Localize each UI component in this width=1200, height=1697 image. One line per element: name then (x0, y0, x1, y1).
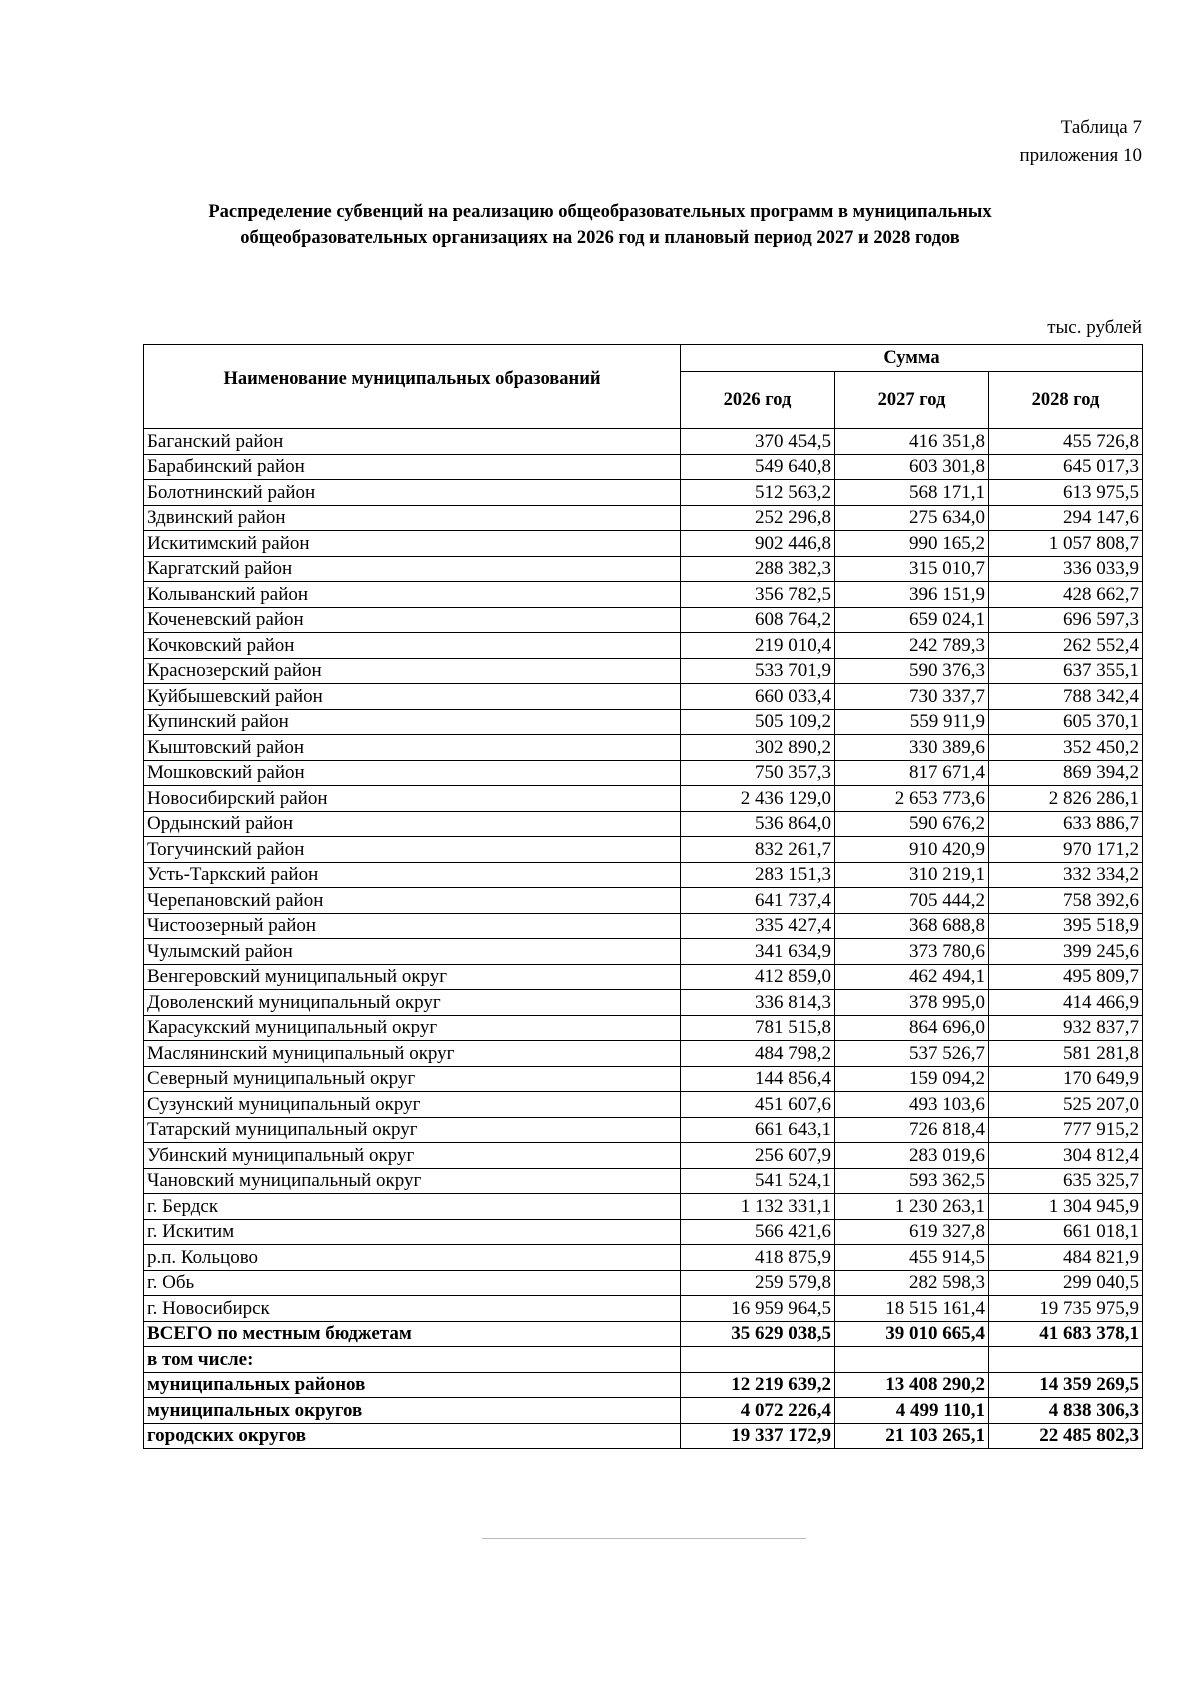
value-2028-cell: 336 033,9 (989, 556, 1143, 582)
value-2026-cell: 533 701,9 (681, 658, 835, 684)
value-2028-cell: 22 485 802,3 (989, 1423, 1143, 1449)
value-2026-cell: 412 859,0 (681, 964, 835, 990)
value-2026-cell: 335 427,4 (681, 913, 835, 939)
value-2027-cell: 2 653 773,6 (835, 786, 989, 812)
value-2028-cell: 262 552,4 (989, 633, 1143, 659)
value-2026-cell: 661 643,1 (681, 1117, 835, 1143)
value-2027-cell: 368 688,8 (835, 913, 989, 939)
table-row (144, 939, 1143, 965)
value-2027-cell: 568 171,1 (835, 480, 989, 506)
document-title (80, 199, 1120, 251)
value-2026-cell: 566 421,6 (681, 1219, 835, 1245)
value-2026-cell: 549 640,8 (681, 454, 835, 480)
value-2027-cell: 817 671,4 (835, 760, 989, 786)
value-2026-cell: 219 010,4 (681, 633, 835, 659)
table-row (144, 862, 1143, 888)
value-2027-cell: 21 103 265,1 (835, 1423, 989, 1449)
municipality-name-cell: Доволенский муниципальный округ (144, 990, 681, 1016)
value-2028-cell: 1 057 808,7 (989, 531, 1143, 557)
table-row (144, 760, 1143, 786)
value-2028-cell: 788 342,4 (989, 684, 1143, 710)
value-2027-cell: 1 230 263,1 (835, 1194, 989, 1220)
value-2026-cell: 35 629 038,5 (681, 1321, 835, 1347)
table-row (144, 505, 1143, 531)
value-2028-cell: 304 812,4 (989, 1143, 1143, 1169)
table-row (144, 1219, 1143, 1245)
municipality-name-cell: Черепановский район (144, 888, 681, 914)
value-2028-cell: 696 597,3 (989, 607, 1143, 633)
table-row (144, 633, 1143, 659)
footer-divider (482, 1538, 806, 1539)
table-row (144, 1194, 1143, 1220)
table-row (144, 1117, 1143, 1143)
table-row (144, 556, 1143, 582)
value-2026-cell: 341 634,9 (681, 939, 835, 965)
value-2028-cell: 41 683 378,1 (989, 1321, 1143, 1347)
value-2028-cell: 428 662,7 (989, 582, 1143, 608)
value-2026-cell: 781 515,8 (681, 1015, 835, 1041)
municipality-name-cell: Болотнинский район (144, 480, 681, 506)
table-row (144, 709, 1143, 735)
value-2028-cell: 758 392,6 (989, 888, 1143, 914)
value-2026-cell: 283 151,3 (681, 862, 835, 888)
table-row (144, 658, 1143, 684)
table-row (144, 786, 1143, 812)
value-2027-cell: 659 024,1 (835, 607, 989, 633)
table-row (144, 1143, 1143, 1169)
value-2026-cell (681, 1347, 835, 1373)
value-2026-cell: 336 814,3 (681, 990, 835, 1016)
municipality-name-cell: ВСЕГО по местным бюджетам (144, 1321, 681, 1347)
municipality-name-cell: Маслянинский муниципальный округ (144, 1041, 681, 1067)
table-row (144, 1347, 1143, 1373)
table-row (144, 684, 1143, 710)
municipality-name-cell: р.п. Кольцово (144, 1245, 681, 1271)
value-2027-cell: 396 151,9 (835, 582, 989, 608)
value-2028-cell: 170 649,9 (989, 1066, 1143, 1092)
municipality-name-cell: Чулымский район (144, 939, 681, 965)
municipality-name-cell: Чановский муниципальный округ (144, 1168, 681, 1194)
value-2028-cell: 605 370,1 (989, 709, 1143, 735)
municipality-name-cell: Новосибирский район (144, 786, 681, 812)
municipality-name-cell: в том числе: (144, 1347, 681, 1373)
value-2026-cell: 750 357,3 (681, 760, 835, 786)
value-2028-cell: 4 838 306,3 (989, 1398, 1143, 1424)
table-row (144, 837, 1143, 863)
value-2028-cell: 613 975,5 (989, 480, 1143, 506)
table-row (144, 888, 1143, 914)
value-2028-cell: 14 359 269,5 (989, 1372, 1143, 1398)
value-2028-cell: 19 735 975,9 (989, 1296, 1143, 1322)
units-label: тыс. рублей (1047, 317, 1142, 338)
value-2026-cell: 832 261,7 (681, 837, 835, 863)
municipality-name-cell: Мошковский район (144, 760, 681, 786)
value-2026-cell: 505 109,2 (681, 709, 835, 735)
value-2026-cell: 19 337 172,9 (681, 1423, 835, 1449)
year-2027-header: 2027 год (835, 372, 989, 429)
value-2027-cell: 13 408 290,2 (835, 1372, 989, 1398)
table-row (144, 1245, 1143, 1271)
municipality-name-cell: муниципальных округов (144, 1398, 681, 1424)
value-2028-cell: 635 325,7 (989, 1168, 1143, 1194)
title-line-1: Распределение субвенций на реализацию общеобразовательных программ в муниципальных (208, 202, 992, 222)
value-2028-cell: 484 821,9 (989, 1245, 1143, 1271)
value-2028-cell: 581 281,8 (989, 1041, 1143, 1067)
municipality-name-cell: г. Искитим (144, 1219, 681, 1245)
value-2027-cell: 310 219,1 (835, 862, 989, 888)
value-2028-cell: 352 450,2 (989, 735, 1143, 761)
table-row (144, 480, 1143, 506)
municipality-name-cell: Купинский район (144, 709, 681, 735)
municipality-name-cell: Чистоозерный район (144, 913, 681, 939)
municipality-name-cell: г. Обь (144, 1270, 681, 1296)
municipality-name-cell: г. Бердск (144, 1194, 681, 1220)
municipality-name-cell: Краснозерский район (144, 658, 681, 684)
municipality-name-cell: г. Новосибирск (144, 1296, 681, 1322)
table-body (144, 429, 1143, 1449)
value-2026-cell: 252 296,8 (681, 505, 835, 531)
value-2027-cell: 559 911,9 (835, 709, 989, 735)
municipality-name-cell: Коченевский район (144, 607, 681, 633)
municipality-name-cell: Колыванский район (144, 582, 681, 608)
value-2027-cell: 275 634,0 (835, 505, 989, 531)
value-2028-cell: 970 171,2 (989, 837, 1143, 863)
value-2028-cell: 869 394,2 (989, 760, 1143, 786)
value-2027-cell: 864 696,0 (835, 1015, 989, 1041)
value-2027-cell: 590 676,2 (835, 811, 989, 837)
municipality-name-cell: муниципальных районов (144, 1372, 681, 1398)
value-2026-cell: 259 579,8 (681, 1270, 835, 1296)
table-row (144, 1168, 1143, 1194)
value-2027-cell: 619 327,8 (835, 1219, 989, 1245)
value-2028-cell: 495 809,7 (989, 964, 1143, 990)
value-2027-cell: 159 094,2 (835, 1066, 989, 1092)
municipality-name-cell: Северный муниципальный округ (144, 1066, 681, 1092)
value-2026-cell: 484 798,2 (681, 1041, 835, 1067)
value-2027-cell: 493 103,6 (835, 1092, 989, 1118)
table-row (144, 1015, 1143, 1041)
municipality-name-cell: Усть-Таркский район (144, 862, 681, 888)
table-row (144, 1321, 1143, 1347)
municipality-name-cell: Барабинский район (144, 454, 681, 480)
table-number-label: Таблица 7 (1060, 117, 1142, 138)
value-2028-cell: 399 245,6 (989, 939, 1143, 965)
value-2026-cell: 256 607,9 (681, 1143, 835, 1169)
value-2026-cell: 12 219 639,2 (681, 1372, 835, 1398)
municipality-name-cell: Каргатский район (144, 556, 681, 582)
value-2027-cell: 18 515 161,4 (835, 1296, 989, 1322)
value-2026-cell: 660 033,4 (681, 684, 835, 710)
municipality-column-header: Наименование муниципальных образований (144, 345, 681, 429)
value-2027-cell: 537 526,7 (835, 1041, 989, 1067)
value-2026-cell: 512 563,2 (681, 480, 835, 506)
value-2026-cell: 2 436 129,0 (681, 786, 835, 812)
value-2027-cell: 726 818,4 (835, 1117, 989, 1143)
table-row (144, 1372, 1143, 1398)
sum-column-header: Сумма (681, 345, 1143, 372)
value-2028-cell: 299 040,5 (989, 1270, 1143, 1296)
table-header (144, 345, 1143, 429)
table-row (144, 1041, 1143, 1067)
year-2026-header: 2026 год (681, 372, 835, 429)
value-2026-cell: 608 764,2 (681, 607, 835, 633)
municipality-name-cell: Искитимский район (144, 531, 681, 557)
value-2027-cell: 603 301,8 (835, 454, 989, 480)
table-row (144, 1398, 1143, 1424)
value-2026-cell: 1 132 331,1 (681, 1194, 835, 1220)
table-row (144, 607, 1143, 633)
table-row (144, 1270, 1143, 1296)
value-2026-cell: 418 875,9 (681, 1245, 835, 1271)
value-2026-cell: 641 737,4 (681, 888, 835, 914)
subsidy-table (143, 344, 1143, 1449)
municipality-name-cell: Карасукский муниципальный округ (144, 1015, 681, 1041)
value-2027-cell (835, 1347, 989, 1373)
title-line-2: общеобразовательных организациях на 2026 год и плановый период 2027 и 2028 годов (240, 228, 960, 248)
value-2027-cell: 730 337,7 (835, 684, 989, 710)
value-2026-cell: 370 454,5 (681, 429, 835, 455)
value-2027-cell: 39 010 665,4 (835, 1321, 989, 1347)
value-2027-cell: 373 780,6 (835, 939, 989, 965)
municipality-name-cell: Убинский муниципальный округ (144, 1143, 681, 1169)
value-2026-cell: 356 782,5 (681, 582, 835, 608)
municipality-name-cell: Сузунский муниципальный округ (144, 1092, 681, 1118)
table-row (144, 811, 1143, 837)
value-2027-cell: 330 389,6 (835, 735, 989, 761)
value-2027-cell: 4 499 110,1 (835, 1398, 989, 1424)
value-2028-cell: 2 826 286,1 (989, 786, 1143, 812)
municipality-name-cell: Здвинский район (144, 505, 681, 531)
value-2028-cell (989, 1347, 1143, 1373)
value-2027-cell: 705 444,2 (835, 888, 989, 914)
value-2028-cell: 932 837,7 (989, 1015, 1143, 1041)
value-2028-cell: 332 334,2 (989, 862, 1143, 888)
table-row (144, 990, 1143, 1016)
value-2026-cell: 302 890,2 (681, 735, 835, 761)
value-2028-cell: 395 518,9 (989, 913, 1143, 939)
value-2028-cell: 1 304 945,9 (989, 1194, 1143, 1220)
value-2028-cell: 777 915,2 (989, 1117, 1143, 1143)
table-row (144, 913, 1143, 939)
table-row (144, 1092, 1143, 1118)
value-2026-cell: 451 607,6 (681, 1092, 835, 1118)
value-2027-cell: 593 362,5 (835, 1168, 989, 1194)
municipality-name-cell: Куйбышевский район (144, 684, 681, 710)
value-2027-cell: 242 789,3 (835, 633, 989, 659)
value-2027-cell: 378 995,0 (835, 990, 989, 1016)
value-2026-cell: 536 864,0 (681, 811, 835, 837)
municipality-name-cell: Баганский район (144, 429, 681, 455)
appendix-label: приложения 10 (1019, 145, 1142, 166)
value-2026-cell: 144 856,4 (681, 1066, 835, 1092)
table-row (144, 964, 1143, 990)
municipality-name-cell: Кыштовский район (144, 735, 681, 761)
table-row (144, 735, 1143, 761)
table-row (144, 1066, 1143, 1092)
value-2028-cell: 637 355,1 (989, 658, 1143, 684)
municipality-name-cell: городских округов (144, 1423, 681, 1449)
value-2027-cell: 462 494,1 (835, 964, 989, 990)
value-2027-cell: 910 420,9 (835, 837, 989, 863)
value-2027-cell: 455 914,5 (835, 1245, 989, 1271)
value-2028-cell: 661 018,1 (989, 1219, 1143, 1245)
value-2028-cell: 455 726,8 (989, 429, 1143, 455)
value-2026-cell: 16 959 964,5 (681, 1296, 835, 1322)
municipality-name-cell: Венгеровский муниципальный округ (144, 964, 681, 990)
municipality-name-cell: Тогучинский район (144, 837, 681, 863)
municipality-name-cell: Ордынский район (144, 811, 681, 837)
value-2027-cell: 282 598,3 (835, 1270, 989, 1296)
value-2028-cell: 294 147,6 (989, 505, 1143, 531)
value-2028-cell: 633 886,7 (989, 811, 1143, 837)
value-2026-cell: 288 382,3 (681, 556, 835, 582)
table-row (144, 1296, 1143, 1322)
value-2027-cell: 590 376,3 (835, 658, 989, 684)
table-row (144, 531, 1143, 557)
value-2027-cell: 990 165,2 (835, 531, 989, 557)
value-2028-cell: 525 207,0 (989, 1092, 1143, 1118)
municipality-name-cell: Кочковский район (144, 633, 681, 659)
municipality-name-cell: Татарский муниципальный округ (144, 1117, 681, 1143)
table-row (144, 454, 1143, 480)
value-2026-cell: 4 072 226,4 (681, 1398, 835, 1424)
value-2026-cell: 541 524,1 (681, 1168, 835, 1194)
table-row (144, 582, 1143, 608)
value-2027-cell: 283 019,6 (835, 1143, 989, 1169)
value-2027-cell: 315 010,7 (835, 556, 989, 582)
value-2028-cell: 645 017,3 (989, 454, 1143, 480)
value-2028-cell: 414 466,9 (989, 990, 1143, 1016)
table-row (144, 429, 1143, 455)
value-2027-cell: 416 351,8 (835, 429, 989, 455)
value-2026-cell: 902 446,8 (681, 531, 835, 557)
table-row (144, 1423, 1143, 1449)
year-2028-header: 2028 год (989, 372, 1143, 429)
